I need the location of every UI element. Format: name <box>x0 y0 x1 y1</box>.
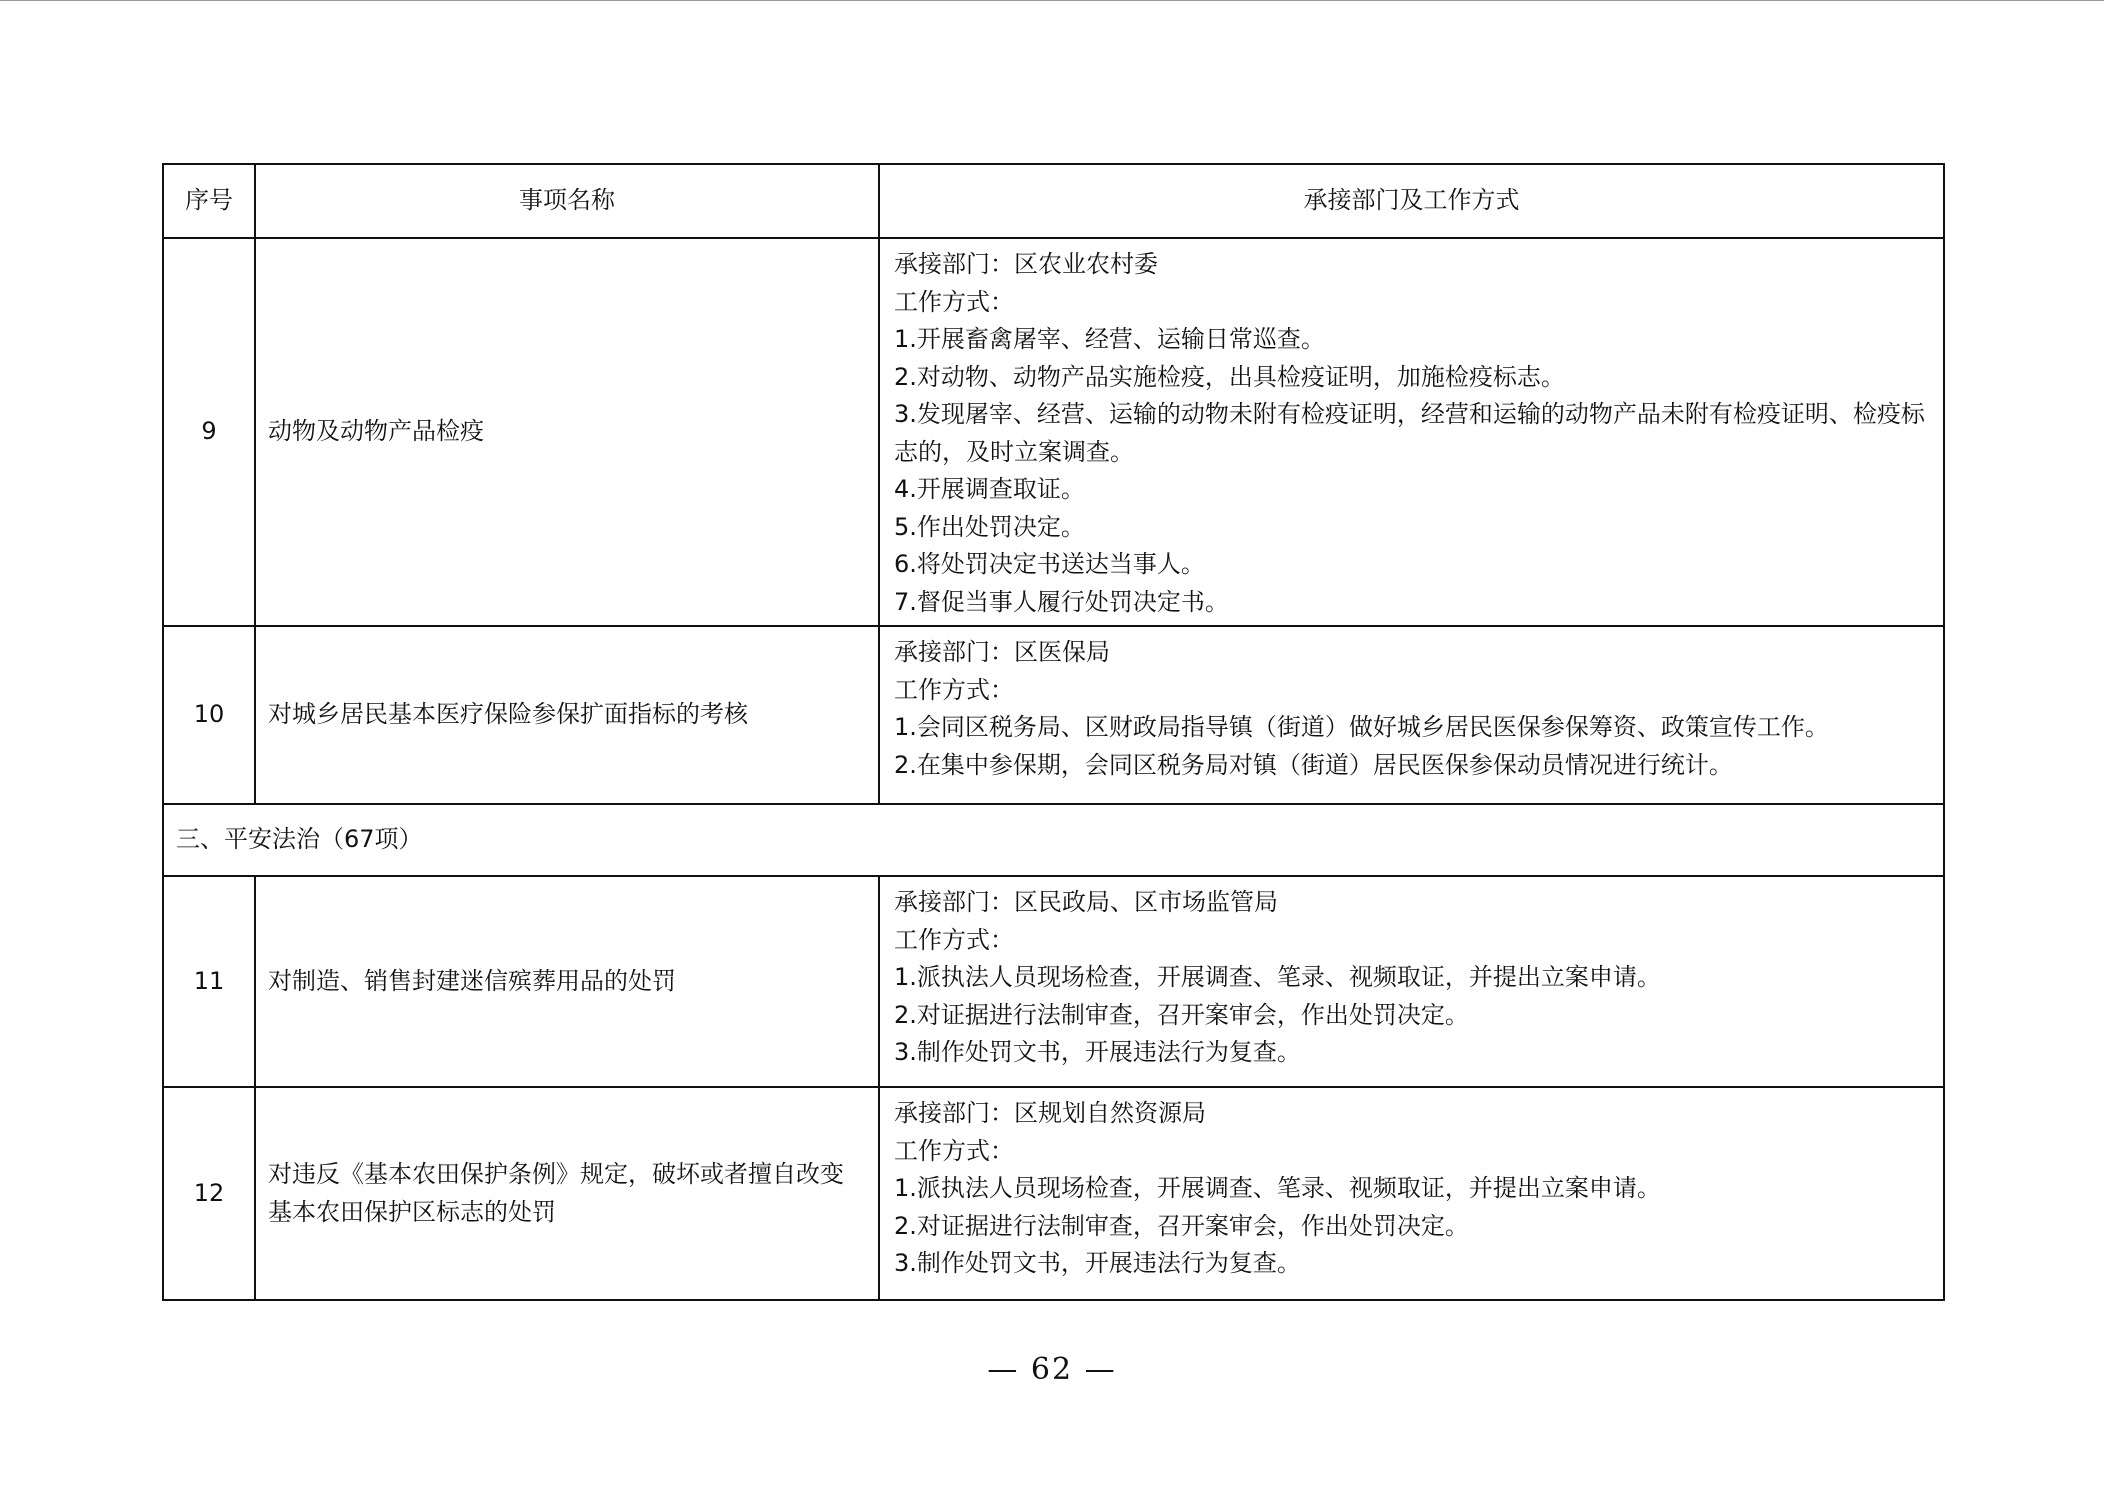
row-detail <box>879 238 1944 626</box>
table-row <box>163 1087 1944 1300</box>
row-department: 承接部门：区民政局、区市场监管局 <box>894 888 1278 916</box>
row-method-label: 工作方式： <box>894 1136 1014 1165</box>
row-step: 1.派执法人员现场检查，开展调查、笔录、视频取证，并提出立案申请。 <box>894 1174 1661 1202</box>
table-row <box>163 238 1944 626</box>
row-number: 10 <box>163 626 255 804</box>
row-name: 动物及动物产品检疫 <box>255 238 879 626</box>
row-method-label: 工作方式： <box>894 925 1014 954</box>
row-detail <box>879 1087 1944 1300</box>
row-department: 承接部门：区医保局 <box>894 638 1110 666</box>
row-department: 承接部门：区农业农村委 <box>894 250 1158 278</box>
row-step: 2.对证据进行法制审查，召开案审会，作出处罚决定。 <box>894 1000 1469 1029</box>
row-step: 7.督促当事人履行处罚决定书。 <box>894 587 1229 616</box>
section-row <box>163 804 1944 876</box>
row-number: 9 <box>163 238 255 626</box>
row-step: 1.派执法人员现场检查，开展调查、笔录、视频取证，并提出立案申请。 <box>894 963 1661 991</box>
row-step: 3.发现屠宰、经营、运输的动物未附有检疫证明，经营和运输的动物产品未附有检疫证明、检疫标志的，及时立案调查。 <box>894 400 1925 466</box>
row-step: 5.作出处罚决定。 <box>894 512 1085 541</box>
row-name: 对制造、销售封建迷信殡葬用品的处罚 <box>255 876 879 1087</box>
table-header-row <box>163 164 1944 238</box>
row-detail <box>879 626 1944 804</box>
row-step: 1.会同区税务局、区财政局指导镇（街道）做好城乡居民医保参保筹资、政策宣传工作。 <box>894 713 1829 741</box>
page-border-top <box>0 0 2104 1</box>
row-step: 2.对动物、动物产品实施检疫，出具检疫证明，加施检疫标志。 <box>894 362 1565 391</box>
row-method-label: 工作方式： <box>894 675 1014 704</box>
page-number: — 62 — <box>987 1352 1117 1387</box>
row-step: 3.制作处罚文书，开展违法行为复查。 <box>894 1038 1301 1066</box>
row-number: 11 <box>163 876 255 1087</box>
matters-table <box>162 163 1945 1301</box>
table-row <box>163 626 1944 804</box>
header-name: 事项名称 <box>255 164 879 238</box>
table-row <box>163 876 1944 1087</box>
row-department: 承接部门：区规划自然资源局 <box>894 1099 1206 1127</box>
header-dept-method: 承接部门及工作方式 <box>879 164 1944 238</box>
row-method-label: 工作方式： <box>894 287 1014 316</box>
row-step: 4.开展调查取证。 <box>894 475 1085 503</box>
section-heading: 三、平安法治（67项） <box>163 804 1944 876</box>
row-name: 对城乡居民基本医疗保险参保扩面指标的考核 <box>255 626 879 804</box>
row-step: 3.制作处罚文书，开展违法行为复查。 <box>894 1249 1301 1277</box>
row-step: 1.开展畜禽屠宰、经营、运输日常巡查。 <box>894 325 1325 353</box>
row-detail <box>879 876 1944 1087</box>
row-step: 6.将处罚决定书送达当事人。 <box>894 550 1205 578</box>
row-step: 2.对证据进行法制审查，召开案审会，作出处罚决定。 <box>894 1211 1469 1240</box>
header-number: 序号 <box>163 164 255 238</box>
row-name: 对违反《基本农田保护条例》规定，破坏或者擅自改变基本农田保护区标志的处罚 <box>255 1087 879 1300</box>
row-number: 12 <box>163 1087 255 1300</box>
row-step: 2.在集中参保期，会同区税务局对镇（街道）居民医保参保动员情况进行统计。 <box>894 750 1733 779</box>
